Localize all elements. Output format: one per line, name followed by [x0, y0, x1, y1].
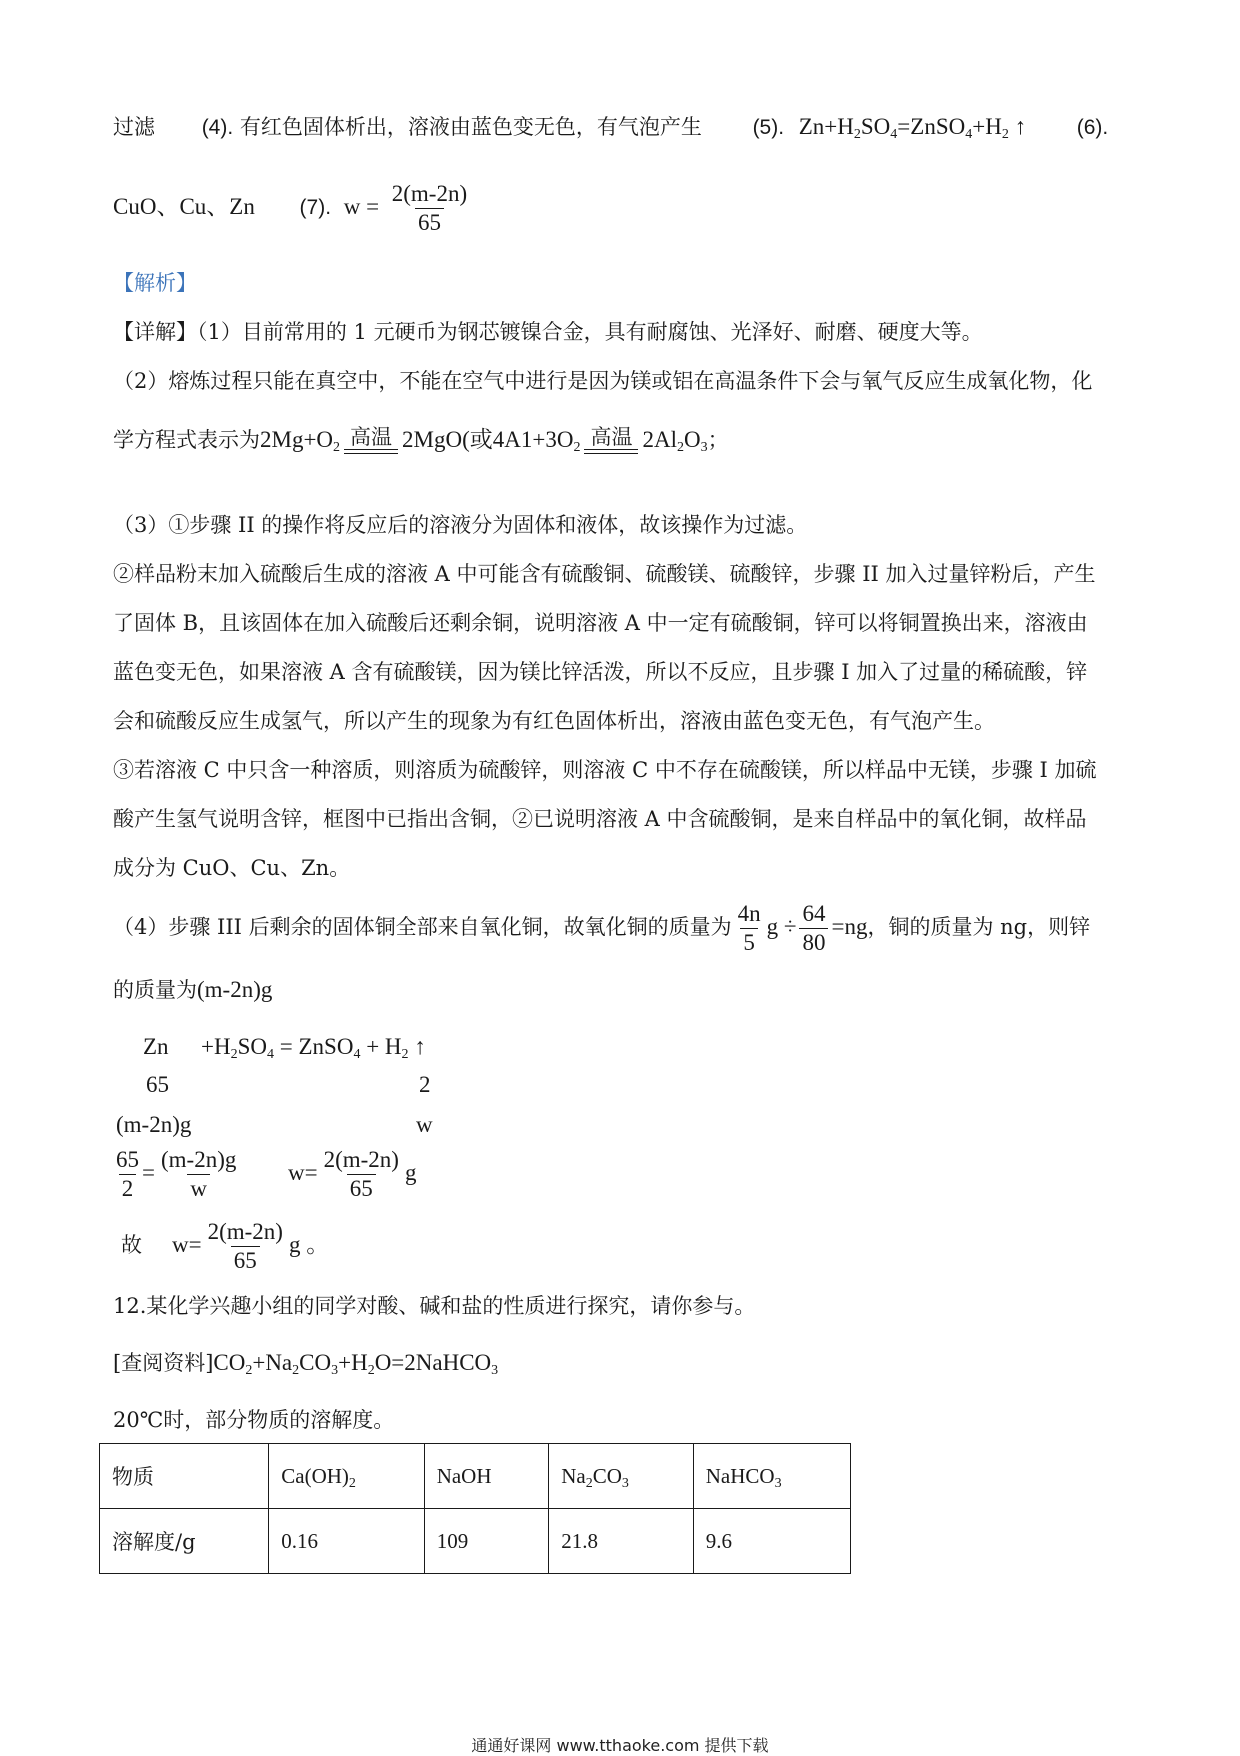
- fraction-denominator: w: [187, 1174, 210, 1203]
- eq-al-product: $2Al_2O_3$: [642, 427, 708, 455]
- question-12-title: 12.某化学兴趣小组的同学对酸、碱和盐的性质进行探究，请你参与。: [113, 1294, 756, 1318]
- high-temp-sign-2: [584, 425, 638, 462]
- detail-p6b-prefix: 的质量为: [113, 978, 197, 1002]
- detail-p6a-prefix: （4）步骤 III 后剩余的固体铜全部来自氧化铜，故氧化铜的质量为: [113, 915, 732, 939]
- fraction-4n-5: [735, 900, 764, 957]
- table-row: [100, 1444, 851, 1509]
- reference-equation: $CO_2+Na_2CO_3+H_2O=2NaHCO_3$: [213, 1350, 499, 1378]
- detail-p4-line-c: 蓝色变无色，如果溶液 A 含有硫酸镁，因为镁比锌活泼，所以不反应，且步骤 I 加入了过量的稀硫酸，锌: [113, 660, 1088, 684]
- table-header-cell: 物质: [100, 1444, 269, 1509]
- page-footer: 通通好课网 www.tthaoke.com 提供下载: [471, 1736, 769, 1755]
- detail-p5-line-a: ③若溶液 C 中只含一种溶质，则溶质为硫酸锌，则溶液 C 中不存在硫酸镁，所以样品中无镁，步骤 I 加硫: [113, 758, 1097, 782]
- answer-7-numerator: 2(m-2n): [391, 181, 468, 206]
- answer-3-text: 过滤: [113, 115, 155, 139]
- eq-mg-product: 2MgO: [402, 427, 463, 452]
- ratio-fraction-2: [158, 1146, 239, 1203]
- detail-p1-text: （1）目前常用的 1 元硬币为钢芯镀镍合金，具有耐腐蚀、光泽好、耐磨、硬度大等。: [197, 320, 983, 344]
- detail-p5-line-b: 酸产生氢气说明含锌，框图中已指出含铜，②已说明溶液 A 中含硫酸铜，是来自样品中的氧化铜，故样品: [113, 807, 1087, 831]
- detail-p2b-or: (或: [462, 427, 493, 452]
- calc-gu-w: w=: [172, 1232, 202, 1257]
- fraction-numerator: 2(m-2n): [207, 1219, 283, 1244]
- fraction-numerator: 4n: [737, 901, 761, 926]
- detail-p4-line-b: 了固体 B，且该固体在加入硫酸后还剩余铜，说明溶液 A 中一定有硫酸铜，锌可以将铜置换出来，溶液由: [113, 611, 1088, 635]
- fraction-denominator: 5: [740, 928, 758, 957]
- fraction-denominator: 2: [119, 1174, 137, 1203]
- calc-w-fraction: [321, 1146, 402, 1203]
- answer-7-number: (7).: [299, 196, 332, 219]
- high-temp-sign-1: [344, 425, 398, 462]
- detail-paragraph-1: [113, 317, 983, 347]
- solubility-table: [99, 1443, 851, 1574]
- detail-p6-line-a: [113, 895, 1090, 959]
- calc-molar-h2: 2: [419, 1072, 431, 1097]
- calc-w-line: [288, 1146, 416, 1203]
- answer-7-fraction: [389, 180, 470, 237]
- fraction-numerator: 64: [802, 901, 826, 926]
- calc-gu: 故: [121, 1233, 142, 1257]
- detail-p2-line-a: （2）熔炼过程只能在真空中，不能在空气中进行是因为镁或铝在高温条件下会与氧气反应生成氧化物，化: [113, 369, 1093, 393]
- double-bar: [584, 449, 638, 454]
- fraction-64-80: [799, 900, 828, 957]
- ratio-fraction-1: [113, 1146, 142, 1203]
- table-header-cell: $Na_2CO_3$: [549, 1444, 694, 1509]
- answers-line-2: [113, 180, 473, 237]
- fraction-numerator: 2(m-2n): [323, 1147, 399, 1172]
- detail-p6a-g: g ÷: [766, 914, 797, 939]
- table-cell: 0.16: [269, 1509, 424, 1574]
- ratio-eq: =: [142, 1159, 155, 1185]
- detail-p6a-eq: =ng: [831, 914, 868, 939]
- table-row: [100, 1509, 851, 1574]
- table-cell: 9.6: [693, 1509, 850, 1574]
- fraction-denominator: 65: [347, 1174, 376, 1203]
- detail-p2-line-b: [113, 418, 729, 462]
- fraction-denominator: 65: [231, 1246, 260, 1275]
- calc-plus: +: [201, 1034, 214, 1059]
- calc-gu-unit: g 。: [288, 1232, 330, 1257]
- calc-ratio-line: [113, 1146, 242, 1203]
- detail-p6a-suffix: ，铜的质量为 ng，则锌: [867, 915, 1091, 939]
- calc-conclusion: [121, 1218, 329, 1275]
- answer-6-text: CuO、Cu、Zn: [113, 194, 255, 219]
- detail-p2b-prefix: 学方程式表示为: [113, 428, 260, 452]
- table-header-cell: NaHCO$_3$: [693, 1444, 850, 1509]
- detail-p4-line-d: 会和硫酸反应生成氢气，所以产生的现象为有红色固体析出，溶液由蓝色变无色，有气泡产生。: [113, 709, 995, 733]
- detail-p5-line-c: 成分为 CuO、Cu、Zn。: [113, 856, 351, 880]
- detail-p6b-expr: (m-2n)g: [197, 977, 273, 1002]
- eq-al-reactants: $4A1+3O_2$: [492, 427, 581, 455]
- answer-5-equation: $Zn+H_2SO_4=ZnSO_4+H_2$ ↑: [798, 114, 1027, 142]
- detail-label: 【详解】: [113, 320, 197, 344]
- answer-4-text: 有红色固体析出，溶液由蓝色变无色，有气泡产生: [239, 115, 702, 139]
- table-cell: 109: [424, 1509, 549, 1574]
- calc-equation-rest: $+H_2SO_4$ = ZnSO$_4$ + $H_2$ ↑: [201, 1034, 426, 1062]
- calc-mass-h2: w: [416, 1112, 433, 1137]
- table-cell: 21.8: [549, 1509, 694, 1574]
- table-row-label: 溶解度/g: [100, 1509, 269, 1574]
- detail-p6-line-b: [113, 975, 272, 1005]
- fraction-numerator: 65: [116, 1147, 139, 1172]
- calc-w-lhs: w=: [288, 1159, 318, 1185]
- fraction-denominator: 80: [799, 928, 828, 957]
- table-header-cell: NaOH: [424, 1444, 549, 1509]
- condition-label: 高温: [350, 425, 393, 449]
- answer-4-number: (4).: [201, 116, 234, 139]
- answer-7-lhs: w =: [343, 194, 380, 219]
- condition-label: 高温: [590, 425, 633, 449]
- answers-line-1: [113, 112, 1108, 143]
- answer-5-number: (5).: [752, 116, 785, 139]
- eq-mg-reactants: $2Mg+O_2$: [260, 427, 341, 455]
- table-header-cell: $Ca(OH)_2$: [269, 1444, 424, 1509]
- answer-6-number: (6).: [1076, 116, 1109, 139]
- detail-p4-line-a: ②样品粉末加入硫酸后生成的溶液 A 中可能含有硫酸铜、硫酸镁、硫酸锌，步骤 II 加入过量锌粉后，产生: [113, 562, 1096, 586]
- question-12-reference: [113, 1348, 498, 1378]
- calc-zn: Zn: [143, 1034, 169, 1059]
- calc-molar-zn: 65: [146, 1072, 169, 1097]
- calc-gu-fraction: [205, 1218, 286, 1275]
- detail-p2b-end: ；: [707, 428, 729, 452]
- double-bar: [344, 449, 398, 454]
- answer-7-denominator: 65: [415, 208, 444, 237]
- detail-p3: （3）①步骤 II 的操作将反应后的溶液分为固体和液体，故该操作为过滤。: [113, 513, 808, 537]
- calc-mass-zn: (m-2n)g: [116, 1112, 192, 1137]
- calc-w-unit: g: [404, 1159, 417, 1185]
- fraction-numerator: (m-2n)g: [160, 1147, 237, 1172]
- solubility-intro: 20℃时，部分物质的溶解度。: [113, 1408, 395, 1432]
- analysis-label: 【解析】: [113, 271, 197, 295]
- reference-label: [查阅资料]: [113, 1351, 214, 1375]
